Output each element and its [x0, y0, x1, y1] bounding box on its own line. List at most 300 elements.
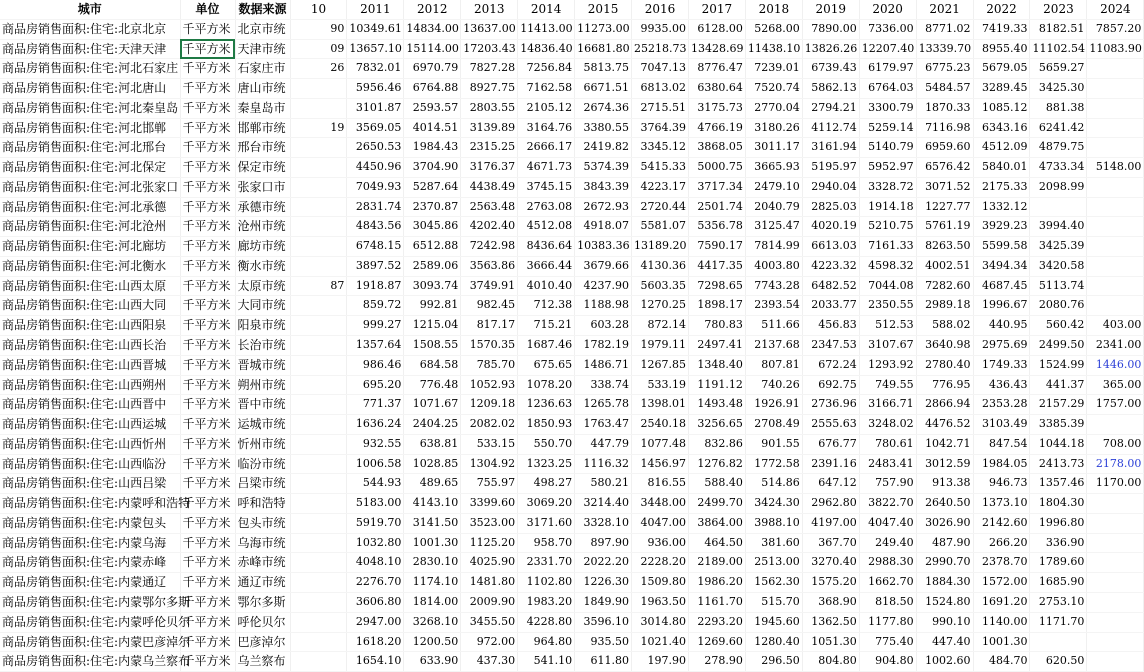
value-cell[interactable]: 1481.80	[461, 573, 518, 593]
value-cell[interactable]	[1087, 98, 1144, 118]
value-cell[interactable]: 3399.60	[461, 494, 518, 514]
value-cell[interactable]: 1028.85	[404, 454, 461, 474]
value-cell[interactable]: 5000.75	[688, 158, 745, 178]
value-cell[interactable]: 2831.74	[347, 197, 404, 217]
source-cell[interactable]: 赤峰市统	[235, 553, 290, 573]
value-cell[interactable]: 3745.15	[518, 177, 575, 197]
value-cell[interactable]: 1332.12	[973, 197, 1030, 217]
value-cell[interactable]: 4476.52	[916, 415, 973, 435]
value-cell[interactable]	[1087, 276, 1144, 296]
id-cell[interactable]: 26	[290, 59, 347, 79]
indicator-name-cell[interactable]: 商品房销售面积:住宅:河北唐山	[0, 79, 180, 99]
value-cell[interactable]: 2142.60	[973, 513, 1030, 533]
unit-cell[interactable]: 千平方米	[180, 138, 235, 158]
value-cell[interactable]: 3180.26	[745, 118, 802, 138]
value-cell[interactable]: 1200.50	[404, 632, 461, 652]
value-cell[interactable]: 958.70	[518, 533, 575, 553]
value-cell[interactable]: 6613.03	[802, 237, 859, 257]
value-cell[interactable]: 2593.57	[404, 98, 461, 118]
value-cell[interactable]: 3420.58	[1030, 256, 1087, 276]
value-cell[interactable]: 1509.80	[632, 573, 689, 593]
id-cell[interactable]	[290, 336, 347, 356]
unit-cell[interactable]: 千平方米	[180, 316, 235, 336]
value-cell[interactable]: 2347.53	[802, 336, 859, 356]
value-cell[interactable]: 1270.25	[632, 296, 689, 316]
value-cell[interactable]: 972.00	[461, 632, 518, 652]
value-cell[interactable]: 999.27	[347, 316, 404, 336]
value-cell[interactable]: 785.70	[461, 355, 518, 375]
value-cell[interactable]: 3270.40	[802, 553, 859, 573]
value-cell[interactable]: 512.53	[859, 316, 916, 336]
value-cell[interactable]: 1524.99	[1030, 355, 1087, 375]
unit-cell[interactable]: 千平方米	[180, 217, 235, 237]
source-cell[interactable]: 石家庄市	[235, 59, 290, 79]
value-cell[interactable]: 1071.67	[404, 395, 461, 415]
value-cell[interactable]: 1662.70	[859, 573, 916, 593]
value-cell[interactable]: 3665.93	[745, 158, 802, 178]
indicator-name-cell[interactable]: 商品房销售面积:住宅:山西太原	[0, 276, 180, 296]
value-cell[interactable]: 7116.98	[916, 118, 973, 138]
value-cell[interactable]: 7298.65	[688, 276, 745, 296]
value-cell[interactable]: 3455.50	[461, 612, 518, 632]
value-cell[interactable]: 3014.80	[632, 612, 689, 632]
unit-cell[interactable]: 千平方米	[180, 158, 235, 178]
value-cell[interactable]: 692.75	[802, 375, 859, 395]
indicator-name-cell[interactable]: 商品房销售面积:住宅:内蒙鄂尔多斯	[0, 592, 180, 612]
value-cell[interactable]: 6512.88	[404, 237, 461, 257]
value-cell[interactable]: 2940.04	[802, 177, 859, 197]
value-cell[interactable]: 7336.00	[859, 19, 916, 39]
value-cell[interactable]: 1191.12	[688, 375, 745, 395]
source-cell[interactable]: 鄂尔多斯	[235, 592, 290, 612]
value-cell[interactable]: 1398.01	[632, 395, 689, 415]
value-cell[interactable]: 3666.44	[518, 256, 575, 276]
value-cell[interactable]: 4733.34	[1030, 158, 1087, 178]
value-cell[interactable]: 881.38	[1030, 98, 1087, 118]
indicator-name-cell[interactable]: 商品房销售面积:住宅:山西忻州	[0, 434, 180, 454]
value-cell[interactable]	[1087, 79, 1144, 99]
value-cell[interactable]: 437.30	[461, 652, 518, 672]
header-year-cell[interactable]: 2021	[916, 0, 973, 19]
value-cell[interactable]: 3596.10	[575, 612, 632, 632]
value-cell[interactable]: 8776.47	[688, 59, 745, 79]
value-cell[interactable]: 4918.07	[575, 217, 632, 237]
value-cell[interactable]: 1042.71	[916, 434, 973, 454]
value-cell[interactable]: 4048.10	[347, 553, 404, 573]
value-cell[interactable]: 4112.74	[802, 118, 859, 138]
id-cell[interactable]	[290, 553, 347, 573]
value-cell[interactable]: 515.70	[745, 592, 802, 612]
value-cell[interactable]: 1323.25	[518, 454, 575, 474]
value-cell[interactable]: 5287.64	[404, 177, 461, 197]
value-cell[interactable]: 771.37	[347, 395, 404, 415]
value-cell[interactable]: 5813.75	[575, 59, 632, 79]
value-cell[interactable]: 2479.10	[745, 177, 802, 197]
source-cell[interactable]: 沧州市统	[235, 217, 290, 237]
value-cell[interactable]: 1984.05	[973, 454, 1030, 474]
value-cell[interactable]: 7047.13	[632, 59, 689, 79]
indicator-name-cell[interactable]: 商品房销售面积:住宅:河北秦皇岛	[0, 98, 180, 118]
value-cell[interactable]: 6764.03	[859, 79, 916, 99]
id-cell[interactable]: 87	[290, 276, 347, 296]
value-cell[interactable]: 14834.00	[404, 19, 461, 39]
value-cell[interactable]: 6748.15	[347, 237, 404, 257]
value-cell[interactable]: 1362.50	[802, 612, 859, 632]
value-cell[interactable]: 447.79	[575, 434, 632, 454]
value-cell[interactable]: 1236.63	[518, 395, 575, 415]
value-cell[interactable]: 5679.05	[973, 59, 1030, 79]
value-cell[interactable]: 2413.73	[1030, 454, 1087, 474]
value-cell[interactable]: 675.65	[518, 355, 575, 375]
id-cell[interactable]	[290, 217, 347, 237]
value-cell[interactable]: 8955.40	[973, 39, 1030, 59]
value-cell[interactable]: 2009.90	[461, 592, 518, 612]
value-cell[interactable]: 10349.61	[347, 19, 404, 39]
value-cell[interactable]: 2082.02	[461, 415, 518, 435]
value-cell[interactable]: 2483.41	[859, 454, 916, 474]
value-cell[interactable]: 3248.02	[859, 415, 916, 435]
value-cell[interactable]: 9935.00	[632, 19, 689, 39]
value-cell[interactable]: 8182.51	[1030, 19, 1087, 39]
unit-cell[interactable]: 千平方米	[180, 513, 235, 533]
value-cell[interactable]: 708.00	[1087, 434, 1144, 454]
unit-cell[interactable]: 千平方米	[180, 98, 235, 118]
indicator-name-cell[interactable]: 商品房销售面积:住宅:山西大同	[0, 296, 180, 316]
value-cell[interactable]: 740.26	[745, 375, 802, 395]
id-cell[interactable]	[290, 98, 347, 118]
value-cell[interactable]: 1789.60	[1030, 553, 1087, 573]
value-cell[interactable]: 5259.14	[859, 118, 916, 138]
value-cell[interactable]: 2866.94	[916, 395, 973, 415]
value-cell[interactable]: 1446.00	[1087, 355, 1144, 375]
header-year-cell[interactable]: 2019	[802, 0, 859, 19]
value-cell[interactable]: 6241.42	[1030, 118, 1087, 138]
value-cell[interactable]: 3256.65	[688, 415, 745, 435]
unit-cell[interactable]: 千平方米	[180, 276, 235, 296]
value-cell[interactable]: 3175.73	[688, 98, 745, 118]
value-cell[interactable]: 7520.74	[745, 79, 802, 99]
value-cell[interactable]: 3704.90	[404, 158, 461, 178]
value-cell[interactable]: 1357.46	[1030, 474, 1087, 494]
value-cell[interactable]: 338.74	[575, 375, 632, 395]
value-cell[interactable]: 5374.39	[575, 158, 632, 178]
value-cell[interactable]: 13637.00	[461, 19, 518, 39]
value-cell[interactable]: 1782.19	[575, 336, 632, 356]
header-city-cell[interactable]: 城市	[0, 0, 180, 19]
value-cell[interactable]: 487.90	[916, 533, 973, 553]
value-cell[interactable]: 3026.90	[916, 513, 973, 533]
value-cell[interactable]: 5268.00	[745, 19, 802, 39]
value-cell[interactable]: 1177.80	[859, 612, 916, 632]
value-cell[interactable]: 932.55	[347, 434, 404, 454]
value-cell[interactable]: 514.86	[745, 474, 802, 494]
value-cell[interactable]: 3171.60	[518, 513, 575, 533]
id-cell[interactable]	[290, 513, 347, 533]
unit-cell[interactable]: 千平方米	[180, 415, 235, 435]
id-cell[interactable]	[290, 454, 347, 474]
value-cell[interactable]: 2825.03	[802, 197, 859, 217]
value-cell[interactable]: 533.19	[632, 375, 689, 395]
value-cell[interactable]: 13428.69	[688, 39, 745, 59]
value-cell[interactable]: 1215.04	[404, 316, 461, 336]
value-cell[interactable]: 2830.10	[404, 553, 461, 573]
source-cell[interactable]: 吕梁市统	[235, 474, 290, 494]
value-cell[interactable]: 7242.98	[461, 237, 518, 257]
value-cell[interactable]: 447.40	[916, 632, 973, 652]
unit-cell[interactable]: 千平方米	[180, 632, 235, 652]
value-cell[interactable]: 695.20	[347, 375, 404, 395]
value-cell[interactable]: 3141.50	[404, 513, 461, 533]
value-cell[interactable]: 3929.23	[973, 217, 1030, 237]
value-cell[interactable]: 367.70	[802, 533, 859, 553]
value-cell[interactable]: 2393.54	[745, 296, 802, 316]
value-cell[interactable]: 2666.17	[518, 138, 575, 158]
value-cell[interactable]: 1493.48	[688, 395, 745, 415]
header-col-cell[interactable]: 10	[290, 0, 347, 19]
indicator-name-cell[interactable]: 商品房销售面积:住宅:河北保定	[0, 158, 180, 178]
source-cell[interactable]: 衡水市统	[235, 256, 290, 276]
value-cell[interactable]: 1636.24	[347, 415, 404, 435]
value-cell[interactable]: 3994.40	[1030, 217, 1087, 237]
value-cell[interactable]: 8771.02	[916, 19, 973, 39]
unit-cell[interactable]: 千平方米	[180, 118, 235, 138]
header-year-cell[interactable]: 2017	[688, 0, 745, 19]
value-cell[interactable]: 964.80	[518, 632, 575, 652]
id-cell[interactable]	[290, 158, 347, 178]
value-cell[interactable]: 489.65	[404, 474, 461, 494]
source-cell[interactable]: 临汾市统	[235, 454, 290, 474]
value-cell[interactable]: 2370.87	[404, 197, 461, 217]
indicator-name-cell[interactable]: 商品房销售面积:住宅:河北邯郸	[0, 118, 180, 138]
value-cell[interactable]: 7814.99	[745, 237, 802, 257]
value-cell[interactable]: 4003.80	[745, 256, 802, 276]
value-cell[interactable]: 4223.17	[632, 177, 689, 197]
indicator-name-cell[interactable]: 商品房销售面积:住宅:山西吕梁	[0, 474, 180, 494]
value-cell[interactable]: 2770.04	[745, 98, 802, 118]
value-cell[interactable]	[1087, 217, 1144, 237]
unit-cell[interactable]: 千平方米	[180, 296, 235, 316]
value-cell[interactable]: 2989.18	[916, 296, 973, 316]
value-cell[interactable]	[1087, 513, 1144, 533]
value-cell[interactable]: 4671.73	[518, 158, 575, 178]
source-cell[interactable]: 晋城市统	[235, 355, 290, 375]
value-cell[interactable]: 336.90	[1030, 533, 1087, 553]
value-cell[interactable]: 2736.96	[802, 395, 859, 415]
source-cell[interactable]: 通辽市统	[235, 573, 290, 593]
value-cell[interactable]: 11083.90	[1087, 39, 1144, 59]
value-cell[interactable]: 10383.36	[575, 237, 632, 257]
value-cell[interactable]: 4417.35	[688, 256, 745, 276]
value-cell[interactable]: 2350.55	[859, 296, 916, 316]
value-cell[interactable]: 3071.52	[916, 177, 973, 197]
value-cell[interactable]	[1087, 59, 1144, 79]
value-cell[interactable]: 2674.36	[575, 98, 632, 118]
value-cell[interactable]: 1161.70	[688, 592, 745, 612]
value-cell[interactable]	[1087, 573, 1144, 593]
value-cell[interactable]: 11273.00	[575, 19, 632, 39]
unit-cell[interactable]: 千平方米	[180, 494, 235, 514]
unit-cell[interactable]: 千平方米	[180, 39, 235, 59]
indicator-name-cell[interactable]: 商品房销售面积:住宅:山西长治	[0, 336, 180, 356]
value-cell[interactable]: 3300.79	[859, 98, 916, 118]
value-cell[interactable]: 1983.20	[518, 592, 575, 612]
value-cell[interactable]: 368.90	[802, 592, 859, 612]
indicator-name-cell[interactable]: 商品房销售面积:住宅:河北张家口	[0, 177, 180, 197]
value-cell[interactable]: 1276.82	[688, 454, 745, 474]
header-source-cell[interactable]: 数据来源	[235, 0, 290, 19]
value-cell[interactable]: 1085.12	[973, 98, 1030, 118]
header-year-cell[interactable]: 2011	[347, 0, 404, 19]
id-cell[interactable]	[290, 573, 347, 593]
value-cell[interactable]: 3764.39	[632, 118, 689, 138]
unit-cell[interactable]: 千平方米	[180, 355, 235, 375]
value-cell[interactable]: 2022.20	[575, 553, 632, 573]
header-year-cell[interactable]: 2014	[518, 0, 575, 19]
value-cell[interactable]: 12207.40	[859, 39, 916, 59]
value-cell[interactable]: 278.90	[688, 652, 745, 672]
value-cell[interactable]	[1087, 296, 1144, 316]
id-cell[interactable]	[290, 79, 347, 99]
id-cell[interactable]: 19	[290, 118, 347, 138]
value-cell[interactable]: 7827.28	[461, 59, 518, 79]
value-cell[interactable]: 1572.00	[973, 573, 1030, 593]
value-cell[interactable]: 1918.87	[347, 276, 404, 296]
value-cell[interactable]: 1685.90	[1030, 573, 1087, 593]
value-cell[interactable]: 986.46	[347, 355, 404, 375]
source-cell[interactable]: 乌海市统	[235, 533, 290, 553]
value-cell[interactable]: 4047.00	[632, 513, 689, 533]
value-cell[interactable]: 2715.51	[632, 98, 689, 118]
value-cell[interactable]: 15114.00	[404, 39, 461, 59]
value-cell[interactable]: 1044.18	[1030, 434, 1087, 454]
value-cell[interactable]: 5659.27	[1030, 59, 1087, 79]
unit-cell[interactable]: 千平方米	[180, 454, 235, 474]
value-cell[interactable]: 1562.30	[745, 573, 802, 593]
value-cell[interactable]: 14836.40	[518, 39, 575, 59]
value-cell[interactable]: 2794.21	[802, 98, 859, 118]
value-cell[interactable]: 3424.30	[745, 494, 802, 514]
value-cell[interactable]: 620.50	[1030, 652, 1087, 672]
value-cell[interactable]: 2040.79	[745, 197, 802, 217]
value-cell[interactable]: 3328.10	[575, 513, 632, 533]
id-cell[interactable]	[290, 474, 347, 494]
value-cell[interactable]: 4512.08	[518, 217, 575, 237]
source-cell[interactable]: 廊坊市统	[235, 237, 290, 257]
value-cell[interactable]: 2589.06	[404, 256, 461, 276]
unit-cell[interactable]: 千平方米	[180, 533, 235, 553]
value-cell[interactable]: 7161.33	[859, 237, 916, 257]
value-cell[interactable]: 4512.09	[973, 138, 1030, 158]
value-cell[interactable]: 7857.20	[1087, 19, 1144, 39]
value-cell[interactable]: 1772.58	[745, 454, 802, 474]
value-cell[interactable]: 1757.00	[1087, 395, 1144, 415]
value-cell[interactable]: 4002.51	[916, 256, 973, 276]
value-cell[interactable]: 3864.00	[688, 513, 745, 533]
value-cell[interactable]: 3843.39	[575, 177, 632, 197]
value-cell[interactable]: 5183.00	[347, 494, 404, 514]
id-cell[interactable]	[290, 355, 347, 375]
header-year-cell[interactable]: 2015	[575, 0, 632, 19]
value-cell[interactable]: 511.66	[745, 316, 802, 336]
value-cell[interactable]: 1293.92	[859, 355, 916, 375]
value-cell[interactable]: 3166.71	[859, 395, 916, 415]
value-cell[interactable]: 1618.20	[347, 632, 404, 652]
value-cell[interactable]: 6739.43	[802, 59, 859, 79]
value-cell[interactable]: 776.95	[916, 375, 973, 395]
value-cell[interactable]: 1102.80	[518, 573, 575, 593]
value-cell[interactable]: 2947.00	[347, 612, 404, 632]
unit-cell[interactable]: 千平方米	[180, 612, 235, 632]
value-cell[interactable]: 25218.73	[632, 39, 689, 59]
value-cell[interactable]: 2803.55	[461, 98, 518, 118]
value-cell[interactable]: 1849.90	[575, 592, 632, 612]
indicator-name-cell[interactable]: 商品房销售面积:住宅:河北石家庄	[0, 59, 180, 79]
value-cell[interactable]: 1850.93	[518, 415, 575, 435]
value-cell[interactable]: 4450.96	[347, 158, 404, 178]
source-cell[interactable]: 张家口市	[235, 177, 290, 197]
source-cell[interactable]: 北京市统	[235, 19, 290, 39]
indicator-name-cell[interactable]: 商品房销售面积:住宅:河北沧州	[0, 217, 180, 237]
id-cell[interactable]	[290, 652, 347, 672]
value-cell[interactable]: 2753.10	[1030, 592, 1087, 612]
source-cell[interactable]: 忻州市统	[235, 434, 290, 454]
source-cell[interactable]: 巴彦淖尔	[235, 632, 290, 652]
header-year-cell[interactable]: 2012	[404, 0, 461, 19]
value-cell[interactable]: 5919.70	[347, 513, 404, 533]
value-cell[interactable]: 11438.10	[745, 39, 802, 59]
indicator-name-cell[interactable]: 商品房销售面积:住宅:北京北京	[0, 19, 180, 39]
value-cell[interactable]: 1749.33	[973, 355, 1030, 375]
indicator-name-cell[interactable]: 商品房销售面积:住宅:河北廊坊	[0, 237, 180, 257]
value-cell[interactable]: 1984.43	[404, 138, 461, 158]
value-cell[interactable]: 2080.76	[1030, 296, 1087, 316]
value-cell[interactable]: 2988.30	[859, 553, 916, 573]
value-cell[interactable]: 4014.51	[404, 118, 461, 138]
value-cell[interactable]: 550.70	[518, 434, 575, 454]
indicator-name-cell[interactable]: 商品房销售面积:住宅:内蒙呼和浩特	[0, 494, 180, 514]
value-cell[interactable]: 7162.58	[518, 79, 575, 99]
value-cell[interactable]: 817.17	[461, 316, 518, 336]
value-cell[interactable]	[1087, 494, 1144, 514]
value-cell[interactable]: 1979.11	[632, 336, 689, 356]
value-cell[interactable]: 936.00	[632, 533, 689, 553]
value-cell[interactable]: 3164.76	[518, 118, 575, 138]
value-cell[interactable]: 249.40	[859, 533, 916, 553]
value-cell[interactable]: 2990.70	[916, 553, 973, 573]
value-cell[interactable]: 3868.05	[688, 138, 745, 158]
value-cell[interactable]: 3606.80	[347, 592, 404, 612]
value-cell[interactable]: 4143.10	[404, 494, 461, 514]
value-cell[interactable]: 676.77	[802, 434, 859, 454]
value-cell[interactable]: 3268.10	[404, 612, 461, 632]
value-cell[interactable]: 6343.16	[973, 118, 1030, 138]
value-cell[interactable]: 2975.69	[973, 336, 1030, 356]
value-cell[interactable]: 4598.32	[859, 256, 916, 276]
indicator-name-cell[interactable]: 商品房销售面积:住宅:内蒙呼伦贝尔	[0, 612, 180, 632]
id-cell[interactable]	[290, 612, 347, 632]
source-cell[interactable]: 长治市统	[235, 336, 290, 356]
value-cell[interactable]: 8436.64	[518, 237, 575, 257]
header-year-cell[interactable]: 2018	[745, 0, 802, 19]
value-cell[interactable]: 990.10	[916, 612, 973, 632]
value-cell[interactable]: 1996.67	[973, 296, 1030, 316]
value-cell[interactable]: 5581.07	[632, 217, 689, 237]
value-cell[interactable]: 5113.74	[1030, 276, 1087, 296]
value-cell[interactable]: 1926.91	[745, 395, 802, 415]
indicator-name-cell[interactable]: 商品房销售面积:住宅:山西阳泉	[0, 316, 180, 336]
value-cell[interactable]: 588.02	[916, 316, 973, 336]
value-cell[interactable]: 11413.00	[518, 19, 575, 39]
